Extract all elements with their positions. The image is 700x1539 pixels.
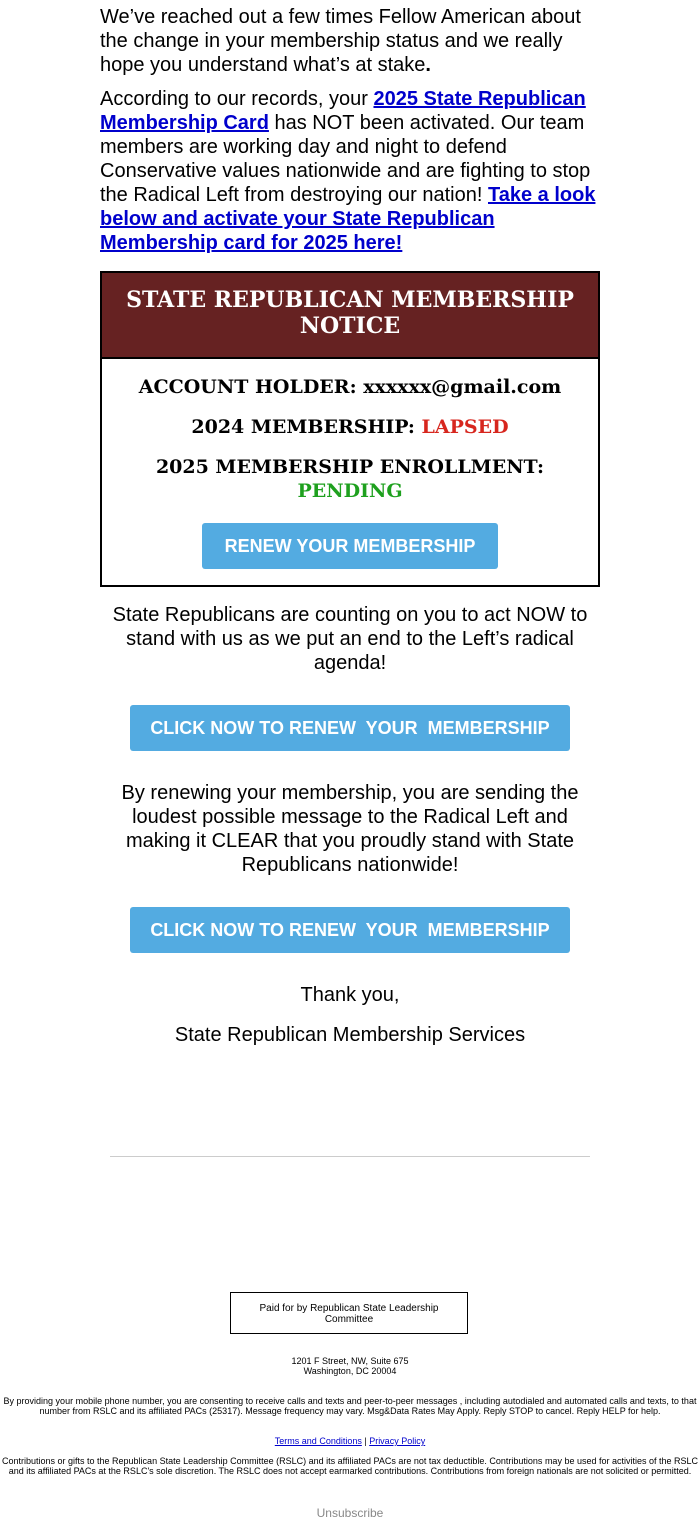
terms-link[interactable]: Terms and Conditions [274,1436,362,1446]
email-body [100,0,600,1047]
paid-for-box: Paid for by Republican State Leadership Committee [230,1292,468,1334]
intro-paragraph-1 [100,5,600,77]
enrollment-pending-status: PENDING [297,480,403,502]
counting-on-you-paragraph: State Republicans are counting on you to act NOW to stand with us as we put an end to the Left’s radical agenda! [112,604,588,674]
call-to-action-section [100,603,600,1047]
membership-notice-box [100,271,600,587]
notice-body [102,359,598,585]
unsubscribe-link[interactable]: Unsubscribe [316,1506,384,1520]
membership-2024-label: 2024 MEMBERSHIP: [191,416,422,438]
signature-text: State Republican Membership Services [174,1024,526,1046]
intro-text-1: We’ve reached out a few times Fellow American about the change in your membership status and we really hope you understand what’s at stake [100,6,581,76]
sms-disclaimer: By providing your mobile phone number, you are consenting to receive calls and texts and peer-to-peer messages , including autodialed and automated calls and texts, to that number from RSLC and its affiliated PACs (25317). Message frequency may vary. Msg&Data Rates May Apply. Reply STOP to cancel. Reply HELP for help. [3,1396,697,1416]
membership-2024-line [112,415,588,439]
thank-you-text: Thank you, [300,984,400,1006]
footer-address [0,1356,700,1376]
account-holder-label: ACCOUNT HOLDER: [138,376,364,398]
address-line-1: 1201 F Street, NW, Suite 675 [291,1356,409,1366]
enrollment-2025-line [112,455,588,503]
renew-membership-button[interactable]: RENEW YOUR MEMBERSHIP [202,523,498,569]
footer-link-separator: | [361,1436,370,1446]
intro-text-2-middle: has NOT been activated. Our team members are working day and night to defend Conservative values nationwide and are fighting to stop the Radical Left from destroying our nation! [100,112,591,206]
account-holder-line [112,375,588,399]
renewing-message-paragraph: By renewing your membership, you are sending the loudest possible message to the Radical Left and making it CLEAR that you proudly stand with State Republicans nationwide! [121,782,579,876]
contributions-disclaimer: Contributions or gifts to the Republican State Leadership Committee (RSLC) and its affiliated PACs are not tax deductible. Contributions may be used for activities of the RSLC and its affiliated PACs at the RSLC's sole discretion. The RSLC does not accept earmarked contributions. Contributions from foreign nationals are not solicited or permitted. [1,1456,699,1476]
intro-paragraph-2 [100,87,600,255]
intro-period: . [425,54,431,76]
click-now-renew-button-1[interactable]: CLICK NOW TO RENEW YOUR MEMBERSHIP [130,705,570,751]
address-line-2: Washington, DC 20004 [303,1366,397,1376]
click-now-renew-button-2[interactable]: CLICK NOW TO RENEW YOUR MEMBERSHIP [130,907,570,953]
footer-links [0,1436,700,1446]
footer-divider [110,1156,590,1157]
intro-text-2-prefix: According to our records, your [100,88,374,110]
activate-card-link[interactable]: Take a look below and activate your State Republican Membership card for 2025 here! [100,184,596,254]
account-holder-email: xxxxxx@gmail.com [363,376,562,398]
notice-title: STATE REPUBLICAN MEMBERSHIP NOTICE [102,273,598,359]
membership-card-link[interactable]: 2025 State Republican Membership Card [100,88,586,134]
privacy-link[interactable]: Privacy Policy [369,1436,426,1446]
membership-lapsed-status: LAPSED [421,416,509,438]
enrollment-2025-label: 2025 MEMBERSHIP ENROLLMENT: [155,456,545,478]
